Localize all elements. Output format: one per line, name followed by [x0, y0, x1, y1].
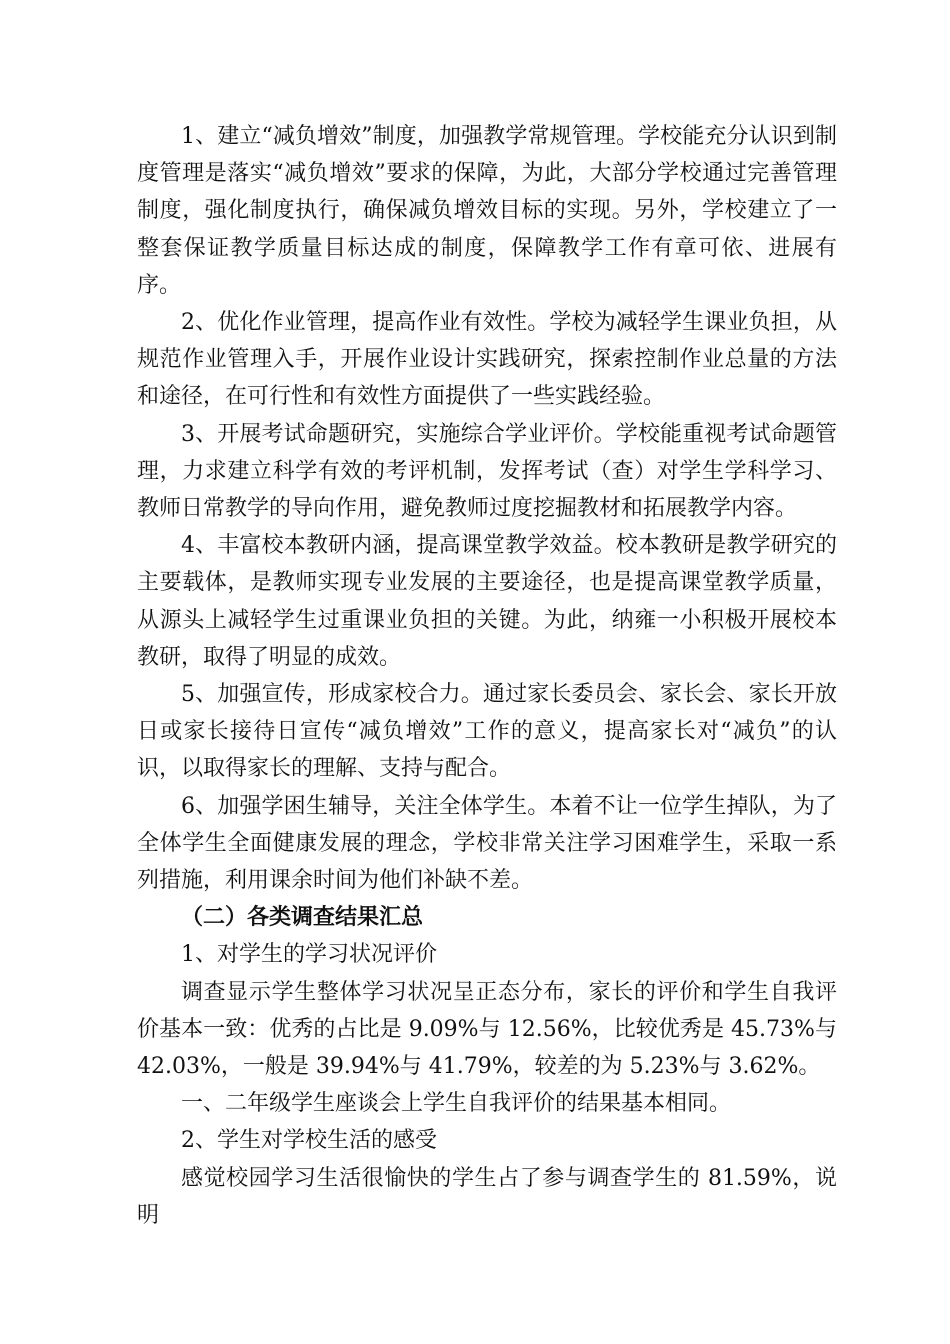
paragraph-reform-1: 1、建立“减负增效”制度，加强教学常规管理。学校能充分认识到制度管理是落实“减负增效”要求的保障，为此，大部分学校通过完善管理制度，强化制度执行，确保减负增效目标的实现。另外，学校建立了一整套保证教学质量目标达成的制度，保障教学工作有章可依、进展有序。 [137, 124, 837, 298]
paragraph-reform-5: 5、加强宣传，形成家校合力。通过家长委员会、家长会、家长开放日或家长接待日宣传“减负增效”工作的意义，提高家长对“减负”的认识，以取得家长的理解、支持与配合。 [137, 682, 837, 782]
paragraph-reform-2: 2、优化作业管理，提高作业有效性。学校为减轻学生课业负担，从规范作业管理入手，开展作业设计实践研究，探索控制作业总量的方法和途径，在可行性和有效性方面提供了一些实践经验。 [137, 310, 837, 410]
subheading-school-life: 2、学生对学校生活的感受 [181, 1128, 437, 1154]
paragraph-survey-stats: 调查显示学生整体学习状况呈正态分布，家长的评价和学生自我评价基本一致：优秀的占比是 9.09%与 12.56%，比较优秀是 45.73%与 42.03%，一般是 39.94%与 41.79%，较差的为 5.23%与 3.62%。 [137, 979, 837, 1080]
paragraph-reform-3: 3、开展考试命题研究，实施综合学业评价。学校能重视考试命题管理，力求建立科学有效的考评机制，发挥考试（查）对学生学科学习、教师日常教学的导向作用，避免教师过度挖掘教材和拓展教学内容。 [137, 421, 837, 522]
subheading-learning-evaluation: 1、对学生的学习状况评价 [181, 942, 437, 968]
paragraph-reform-6: 6、加强学困生辅导，关注全体学生。本着不让一位学生掉队，为了全体学生全面健康发展的理念，学校非常关注学习困难学生，采取一系列措施，利用课余时间为他们补缺不差。 [137, 793, 837, 894]
paragraph-grade-discussion: 一、二年级学生座谈会上学生自我评价的结果基本相同。 [181, 1091, 732, 1117]
paragraph-reform-4: 4、丰富校本教研内涵，提高课堂教学效益。校本教研是教学研究的主要载体，是教师实现专业发展的主要途径，也是提高课堂教学质量，从源头上减轻学生过重课业负担的关键。为此，纳雍一小积极开展校本教研，取得了明显的成效。 [137, 533, 837, 670]
paragraph-school-life-stats: 感觉校园学习生活很愉快的学生占了参与调查学生的 81.59%，说明 [137, 1165, 837, 1228]
section-heading-survey-results: （二）各类调查结果汇总 [181, 904, 424, 931]
document-page [137, 118, 837, 1234]
